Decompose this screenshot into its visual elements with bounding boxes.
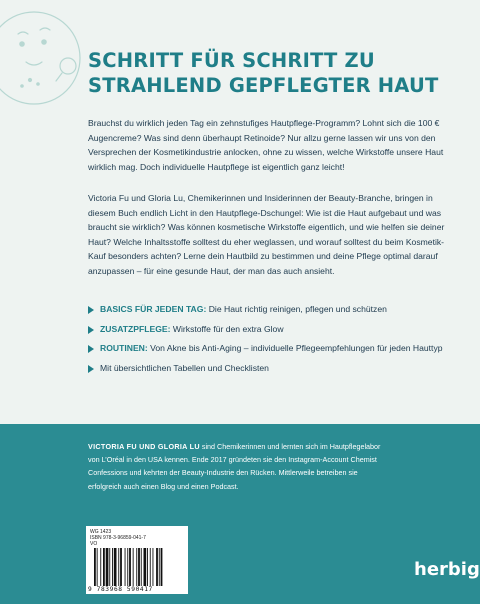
feature-item [88, 342, 460, 356]
headline-line-1: SCHRITT FÜR SCHRITT ZU [88, 49, 375, 72]
triangle-bullet-icon [88, 365, 94, 373]
triangle-bullet-icon [88, 326, 94, 334]
headline-line-2: STRAHLEND GEPFLEGTER HAUT [88, 74, 439, 97]
feature-text: Die Haut richtig reinigen, pflegen und schützen [206, 304, 387, 314]
feature-list [88, 303, 460, 381]
feature-text: Mit übersichtlichen Tabellen und Checklisten [100, 362, 269, 373]
barcode-code: WG 1423 [90, 529, 112, 535]
triangle-bullet-icon [88, 306, 94, 314]
barcode-bars [94, 548, 182, 586]
face-illustration-icon [0, 0, 90, 110]
author-names: VICTORIA FU UND GLORIA LU [88, 442, 200, 451]
feature-highlight: ZUSATZPFLEGE: [100, 323, 171, 334]
feature-highlight: BASICS FÜR JEDEN TAG: [100, 304, 207, 314]
intro-paragraph-2: Victoria Fu und Gloria Lu, Chemikerinnen und Insiderinnen der Beauty-Branche, bringen in diesem Buch endlich Licht in den Hautpflege-Dschungel: Wie ist die Haut aufgebaut und was braucht sie wirklich? Was können kosmetische Wirkstoffe eigentlich, und wie helfen sie deiner Haut? Welche Inhaltsstoffe solltest du eher weglassen, und worauf solltest du beim Kosmetik-Kauf besonders achten? Lerne dein Hautbild zu bestimmen und deine Pflege optimal darauf anzupassen – für eine gesunde Haut, der man das auch ansieht. [88, 193, 445, 276]
barcode-box [86, 526, 188, 594]
author-bio-text: sind Chemikerinnen und lernten sich im Hautpflegelabor von L’Oréal in den USA kennen. Ende 2017 gründeten sie den Instagram-Account Chemist Confessions und kehrten der Beauty-Industrie den Rücken. Mittlerweile betreiben sie erfolgreich auch einen Blog und einen Podcast. [88, 442, 381, 491]
intro-paragraph-1: Brauchst du wirklich jeden Tag ein zehnstufiges Hautpflege-Programm? Lohnt sich die 100 € Augencreme? Was sind denn überhaupt Retinoide? Nur allzu gerne lassen wir uns von den Versprechen der Kosmetikindustrie anlocken, ohne zu wissen, welche Wirkstoffe unsere Haut wirklich mag. Doch individuelle Hautpflege ist eigentlich ganz leicht! [88, 118, 444, 172]
barcode-digits: 9 783968 590417 [88, 586, 153, 593]
triangle-bullet-icon [88, 345, 94, 353]
feature-item [88, 323, 460, 337]
feature-item [88, 362, 460, 376]
feature-item [88, 303, 460, 317]
feature-text: Von Akne bis Anti-Aging – individuelle Pflegeempfehlungen für jeden Hauttyp [147, 343, 443, 353]
publisher-logo: herbig [414, 559, 480, 580]
barcode-extra: VO [90, 541, 98, 547]
author-bio [88, 440, 388, 493]
barcode-isbn: ISBN 978-3-96859-041-7 [90, 535, 146, 541]
feature-highlight: ROUTINEN: [100, 343, 148, 353]
lower-panel [0, 424, 480, 604]
feature-text: Wirkstoffe für den extra Glow [170, 323, 284, 334]
headline [88, 48, 458, 98]
